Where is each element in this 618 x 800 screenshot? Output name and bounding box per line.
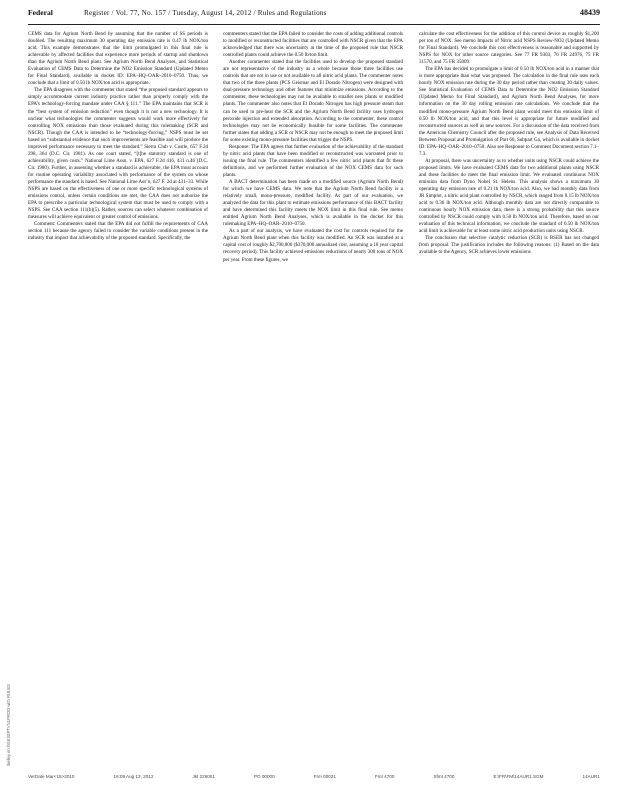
footer-jkt: Jkt 226001: [192, 773, 215, 779]
footer-file: E:\FR\FM\14AUR1.SGM: [493, 773, 544, 779]
page-number: 48439: [580, 8, 600, 17]
footer-frm: Frm 00021: [313, 773, 336, 779]
page-footer: [28, 771, 600, 781]
side-margin-note: [6, 684, 14, 770]
paragraph: Another commenter stated that the facilities used to develop the proposed standard are not representative of the industry as a whole because those three facilities use controls that are not in use or not available to all nitric acid plants. The commenter notes that two of the three plants (PCS Geismar and El Dorado Nitrogen) were designed with dual-pressure technology and other features that minimize emissions. According to the commenter, these technologies may not be available to smaller new plants or modified plants. The commenter also notes that El Dorado Nitrogen has high pressure steam that can be used to pre-heat the SCR and the Agrium North Bend facility uses hydrogen peroxide injection and extended absorption. According to the commenter, these control technologies may not be economically feasible for some facilities. The commenter further states that adding a SCR or NSCR may not be enough to meet the proposed limit for some existing mono-pressure facilities that trigger the NSPS.: [223, 59, 403, 143]
issue-line: Register / Vol. 77, No. 157 / Tuesday, August 14, 2012 / Rules and Regulations: [84, 9, 327, 17]
text-column-2: [223, 31, 403, 757]
text-column-1: [28, 31, 208, 757]
paragraph: calculate the cost effectiveness for the addition of this control device as roughly $1,200 per ton of NOX. See memo Impacts of Nitric acid NSPS Review-NO2 (Updated Memo for Final Standard). We conclude this cost effectiveness is reasonable and supported by NSPS for NOX for other source categories. See 77 FR 9303, 76 FR 24976, 75 FR 31570, and 75 FR 35009.: [419, 31, 599, 66]
side-margin-text: tkelley on DSK3SPTVN1PROD with RULES: [6, 684, 11, 766]
footer-sfmt: Sfmt 4700: [433, 773, 455, 779]
footer-time: 16:09 Aug 13, 2012: [113, 773, 154, 779]
paragraph: The conclusion that selective catalytic reduction (SCR) is BSER has not changed from proposal. The justification includes the following reasons: (1) Based on the data available to the Agency, SCR achieves lower emissions: [419, 235, 599, 256]
footer-code: 14AUR1: [582, 773, 600, 779]
paragraph: commenters stated that the EPA failed to consider the costs of adding additional controls to modified or reconstructed facilities that are controlled with NSCR given that the EPA acknowledged that there was uncertainty at the time of the proposed rule that NSCR controlled plants could achieve the 0.50 lb/ton limit.: [223, 31, 403, 59]
publication-name: Federal: [28, 8, 53, 17]
paragraph: The EPA has decided to promulgate a limit of 0.50 lb NOX/ton acid in a manner that is more appropriate than what was proposed. The calculation in the final rule uses each hourly NOX emission rate during the 30 day period rather than creating 30 daily values. See Statistical Evaluation of CEMS Data to Determine the NO2 Emission Standard (Updated Memo for Final Standard), and Agrium North Bend Analyses, for more information on the 30 day rolling emission rate calculations. We conclude that the modified mono-pressure Agrium North Bend plant would meet this emission limit of 0.50 lb NOX/ton acid, and that this level is appropriate for future modified and reconstructed sources as well as new sources. For a discussion of the data received from the American Chemistry Council after the proposed rule, see Analysis of Data Received Between Proposal and Promulgation of Part 60, Subpart Ga, which is available in docket ID: EPA–HQ–OAR–2010–0750. Also see Response to Comment Document section 7.1–7.3.: [419, 66, 599, 157]
paragraph: Comment: Commenters stated that the EPA did not fulfill the requirements of CAA section 111 because the agency failed to consider the variable conditions present in the industry that impact that achievability of the proposed standard. Specifically, the: [28, 221, 208, 242]
text-column-3: [419, 31, 599, 757]
paragraph: As a part of our analysis, we have evaluated the cost for controls required for the Agrium North Bend plant when this facility was modified. An SCR was installed at a capital cost of roughly $2,700,000 ($370,000 annualized cost, assuming a 10 year capital recovery period). This facility achieved emissions reductions of nearly 300 tons of NOX per year. From these figures, we: [223, 228, 403, 263]
footer-po: PO 00000: [253, 773, 275, 779]
footer-verdate: VerDate Mar<15>2010: [28, 773, 75, 779]
paragraph: CEMS data for Agrium North Bend by assuming that the number of SS periods is doubled. The resulting maximum 30 operating day emission rate is 0.47 lb NOX/ton acid. This example demonstrates that the limit promulgated in this final rule is achievable by affected facilities that experience more periods of startup and shutdown than the Agrium North Bend plant. See Agrium North Bend Analyses, and Statistical Evaluation of CEMS Data to Determine the NO2 Emission Standard (Updated Memo for Final Standard), available in docket ID: EPA–HQ–OAR–2010–0750. Thus, we conclude that a limit of 0.50 lb NOX/ton acid is appropriate.: [28, 31, 208, 87]
paragraph: A BACT determination has been made on a modified source (Agrium North Bend) for which we have CEMS data. We note that the Agrium North Bend facility is a relatively small, mono-pressure, modified facility. As part of our evaluation, we analyzed the data for this plant to estimate emissions performance of this BACT facility and have determined this facility meets the NOX limit in this final rule. See memo entitled Agrium North Bend Analyses, which is available in the docket for this rulemaking EPA–HQ–OAR–2010–0750.: [223, 178, 403, 228]
footer-fmt: Fmt 4700: [374, 773, 395, 779]
paragraph: Response: The EPA agrees that further evaluation of the achievability of the standard by nitric acid plants that have been modified or reconstructed was warranted prior to issuing the final rule. The commenters identified a few nitric acid plants that fit these definitions, and we performed further evaluation of the NOX CEMS data for such plants.: [223, 143, 403, 178]
header-rule: [28, 24, 600, 25]
page-header: [28, 8, 600, 22]
paragraph: At proposal, there was uncertainty as to whether units using NSCR could achieve the proposed limits. We have evaluated CEMS data for two additional plants using NSCR and these facilities do meet the final emission limit. We evaluated continuous NOX emission data from Dyno Nobel St. Helens. This analysis shows a maximum 30 operating day emission rate of 0.21 lb NOX/ton acid. Also, we had monthly data from JR Simplot, a nitric acid plant controlled by NSCR, which ranged from 0.15 lb NOX/ton acid to 0.36 lb NOX/ton acid. Although monthly data are not directly comparable to continuous hourly NOX emission data, there is a strong probability that this source controlled by NSCR could comply with 0.50 lb NOX/ton acid. Therefore, based on our evaluation of this technical information, we conclude the standard of 0.50 lb NOX/ton acid limit is achievable for at least some nitric acid production units using NSCR.: [419, 157, 599, 235]
paragraph: The EPA disagrees with the commenter that stated “the proposed standard appears to simply accommodate current industry practice rather than properly comply with the EPA’s technology-forcing mandate under CAA § 111.” The EPA maintains that SCR is the “best system of emission reduction” even though it is not a new technology. It is unclear what technologies the commenter suggests would work more effectively for controlling NOX emissions than those evaluated during this rulemaking (SCR and NSCR). Though the CAA is intended to be “technology-forcing,” NSPS must be set based on “substantial evidence that such improvements are feasible and will produce the improved performance necessary to meet the standard.” Sierra Club v. Costle, 657 F.2d 298, 364 (D.C. Cir. 1981). As one court stated, “[t]he statutory standard is one of achievability, given costs.” National Lime Assn. v. EPA, 627 F.2d 416, 431 n.46 (D.C. Cir. 1980). Further, in assessing whether a standard is achievable, the EPA must account for routine operating variability associated with performance of the system on whose performance the standard is based. See National Lime Ass’n, 627 F. 2d at 431–33. While NSPS are based on the effectiveness of one or more specific technological systems of emissions control, unless certain conditions are met, the CAA does not authorize the EPA to prescribe a particular technological system that must be used to comply with a NSPS. See CAA section 111(b)(5). Rather, sources can select whatever combination of measures will achieve equivalent or greater control of emissions.: [28, 87, 208, 221]
